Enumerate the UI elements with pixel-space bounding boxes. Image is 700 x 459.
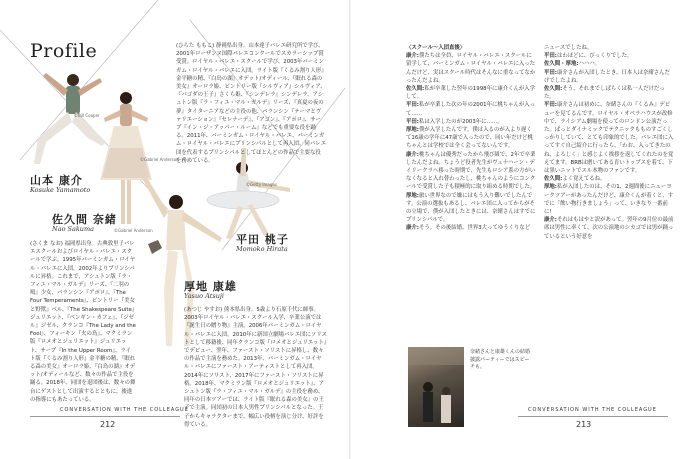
photo-caption: 奈緒さんと康雄くんの結婚披露パーティーではスピーチも。 [470, 349, 531, 370]
dialog-line: 厚地:旅い世界なので嫌にはもう入り難いでしたんです。公演の選抜もあるし、バレエ団に入ってからがその立場で、僕が入団したときには、奈緒さんはすでにプリンシパルで。 [406, 192, 536, 224]
dialog-line: 佐久間:そう、それまでしばらくは私一人だけだった。 [544, 86, 665, 101]
bio-sakuma [30, 240, 136, 403]
wedding-party-photo [408, 347, 464, 427]
dialog-line: 平田:康介さんは初めに、奈緒さんの『くるみ』デビューを見てるんです。ロイヤル・オペラハウスが改修中で、ライシアム劇場を使ってのロンドン公演だった。ぱっとダイナミックでテクニックもものすごくしっかりしていて、とても印象的でした。バレエ団に入ってすぐ自己紹介に行ったら、「わお、入ってきたのね、よろしく」と感じよく挨拶を返してくれたのを覚えてます。BRBは磨いてある育いトップスを着て、下は黒いニットでスル本物のファンです。 [544, 102, 674, 175]
name-jp-atsuji: 厚地 康雄 [184, 280, 237, 293]
name-en-atsuji: Yasuo Atsuji [184, 292, 224, 300]
dialog-line: 康介:桃ちゃんは優秀だったから飛び級で、2年で卒業したんだよね。ちょうど役者先生がヴェナハーン・デイリークラへ移った時期で、先生もロシア系の方がいなくなると入れ替わったし、桃ちゃんのようにコンクールで受賞した子も積極的に取り組める時期でした。 [406, 151, 536, 191]
footer-left-rule [30, 416, 180, 417]
footer-right-rule [518, 416, 668, 417]
bio-atsuji-text: (あつじ やすお) 熊本県出身。5歳より石原千代に師事。2003年ロイヤル・バレエ・スクール入学、卒業公演では『誕生日の贈り物』主演。2006年バーミンガム・ロイヤル・バレエに入団。2010年に新国立劇場バレエ団にソリストとして移籍後、同年クランコ版『ロメオとジュリエット』でデビュー、翌年、ファースト・ソリストに昇格し、数々の作品で主演を務めた。2013年、バーミンガム・ロイヤル・バレエにファースト・アーティストとして再入団。2014年にソリスト、2017年にファースト・ソリストに昇格。2018年、マクミラン版『ロメオとジュリエット』、アシュトン版『ラ・フィユ・マル・ガルデ』の主役を務め、同年の日本ツアーでは、ライト版『眠れる森の美女』の王子で主演。同団初の日本人男性プリンシパルとなった。王子からキャラクターまで、幅広い役柄を演じ分け、好評を得ている。 [184, 307, 327, 428]
bio-hirata-text: (ひらた ももこ) 静岡県出身。山本達子バレエ研究所で学び、2001年ローザンヌ国際バレエコンクールでスカラーシップ賞受賞。ロイヤル・バレエ・スクールで学び、2003年バーミンガム・ロイヤル・バレエに入団。ライト版『くるみ割り人形』金平糖の精、『白鳥の湖』オデット/オディール、『眠れる森の美女』オーロラ姫、ビントリー版『シルヴィア』シルヴィア、『パゴダの王子』さくら姫、『シンデレラ』シンデレラ、アシュトン版『ラ・フィユ・マル・ガルデ』リーズ、『真夏の夜の夢』タイターニアなどの主役の他、バランシン『テーマとヴァリエーション』『セレナーデ』、『アゴン』、『アポロ』、サープ『イン・ジ・アッパー・ルーム』などでも重要な役を踊る。2011年、バーミンガム・ロイヤル・バレエ、バーミンガム・ロイヤル・バレエにプリンシパルとして再入団。同バレエ団を代表するプリンシパルとしてほとんどの作品で主要な役を務めている。 [176, 43, 326, 164]
name-en-hirata: Momoko Hirata [236, 245, 288, 253]
page-number-left: 212 [100, 420, 116, 429]
page-number-right: 213 [576, 420, 592, 429]
dialog-line: 厚地:僕が入学したんです。僕は入るのが入より遅くて16歳の学年に47歳で入ったので、同い年だけど桃ちゃんとは学校では全く会ってないんです。 [406, 127, 533, 150]
dialog-line: 平田:康介さんが入団したとき、日本人は奈緒さんだけでしたよね。 [544, 69, 670, 84]
footer-left-label: CONVERSATION WITH THE COLLEAGUE [60, 407, 189, 413]
interview-column-2 [544, 44, 674, 344]
bio-hirata [176, 42, 326, 164]
bio-sakuma-text: (さくま なお) 福岡県出身。古典敦里子バレエスクールおよびロイヤル・バレエ・スクールで学ぶ。1995年バーミンガム・ロイヤル・バレエに入団。2002年よりプリンシパルに昇格。これまで、アシュトン版『ラ・フィユ・マル・ガルデ』リーズ、『二羽の鳩』少女、バランシン『アポロ』、『The Four Temperaments』、ビントリー『美女と野獣』ベル、『The Shakespeare Suite』ジュリエット、『ペンギン・カフェ』、『ジゼル』ジゼル、クランコ『The Lady and the Fool』、フォーキン『火の鳥』、マクミラン版『ロメオとジュリエット』ジュリエット、サープ『In the Upper Room』、ライト版『くるみ割り人形』金平糖の精、『眠れる森の美女』オーロラ姫、『白鳥の湖』オデット/オディールなど、数々の作品で主役を踊る。2018年、同団を退団後は、数々の舞台にゲストとして出演するとともに、後進の指導にもあたっている。 [30, 241, 136, 403]
name-en-yamamoto: Kosuke Yamamoto [30, 186, 91, 194]
name-jp-hirata: 平田 桃子 [236, 233, 289, 246]
dialog-line: 佐久間・厚地:ハハハ。 [544, 61, 601, 68]
page-title: Profile [30, 40, 98, 62]
name-jp-yamamoto: 山本 康介 [30, 174, 83, 187]
dialog-line: 康介:そう。その後結婚、世界3大ってゆうくりなど [406, 225, 531, 232]
dialog-line: 佐久間:よく覚えてるね。 [544, 176, 606, 183]
dialog-line: 平田:私が卒業した次の年の2001年に桃ちゃんが入って…… [406, 102, 536, 117]
interview-column-1 [406, 44, 536, 336]
credit-yamamoto: ©Bill Cooper [74, 113, 100, 118]
name-en-sakuma: Nao Sakuma [52, 225, 95, 233]
dialog-line: 康介:それはもはやと訳があって。翌年の9月位の最前席は男性に率くて、次の公演地のシカゴでは男が踊っているという好意を [544, 217, 674, 240]
dialog-line: 佐久間:私が卒業した翌年の1998年に康介くんが入学して。 [406, 86, 536, 101]
dialog-line: 康介:僕たちは全員、ロイヤル・バレエ・スクールに留学して、バーミンガム・ロイヤル・バレエに入ったんだけど、実はスクール時代はそんなに重なってなかったんだよね。 [406, 53, 536, 84]
dialog-line: 平田:はわほどに、びっくりでした。 [544, 53, 633, 60]
footer-right-label: CONVERSATION WITH THE COLLEAGUE [528, 407, 657, 413]
dialog-line: ニュースでしたね。 [544, 45, 593, 51]
credit-sakuma: ©Gabriel Anderson [140, 157, 179, 162]
credit-atsuji: ©Gabriel Anderson [114, 228, 153, 233]
credit-hirata: ©Getty Images [246, 182, 277, 187]
dialog-line: 平田:私は入学したのが2003年に……。 [406, 118, 503, 125]
section-heading: 〈スクール〜入団直後〉 [406, 45, 466, 51]
bio-atsuji [184, 306, 328, 428]
name-jp-sakuma: 佐久間 奈緒 [52, 213, 117, 226]
dialog-line: 厚地:私が入団したのは、その1、2週間後にニューヨークツアーがあったんだけど、康介くんが着くと、すでに「飲い物行きましょう」って、いきなり一番前に! [544, 184, 674, 216]
